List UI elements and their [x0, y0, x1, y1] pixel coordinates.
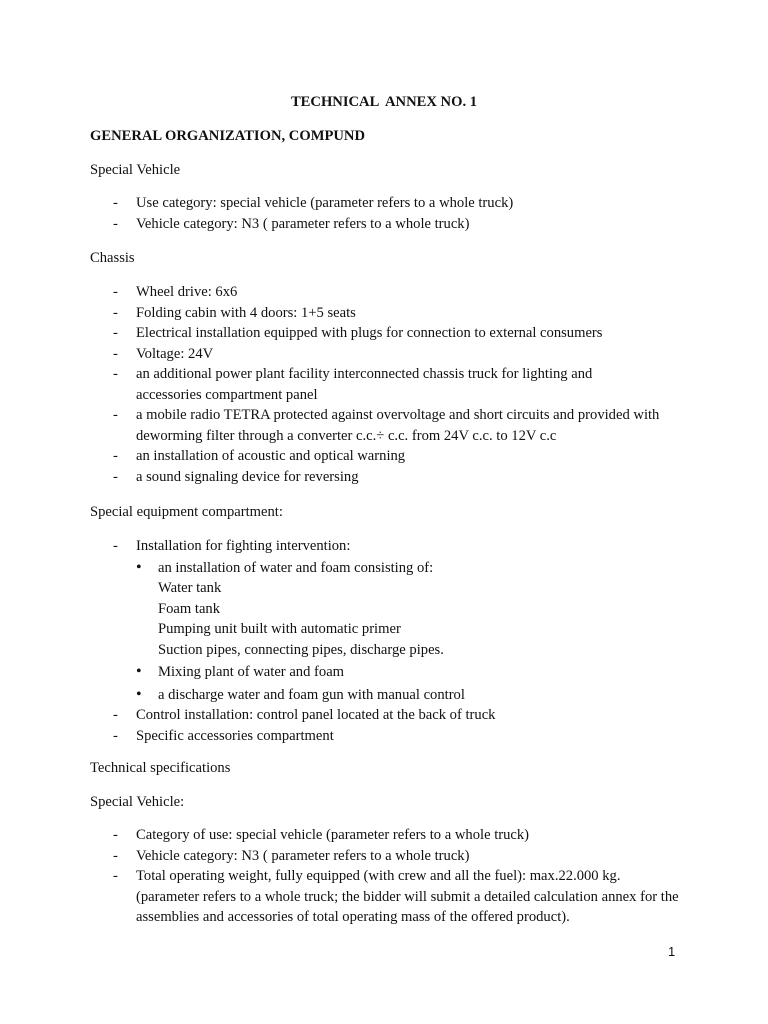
list-item: - a sound signaling device for reversing [0, 467, 696, 488]
list-item: - Vehicle category: N3 ( parameter refers to a whole truck) [0, 214, 696, 235]
fighting-label: Installation for fighting intervention: [136, 538, 351, 554]
chassis-list [0, 282, 696, 487]
list-item: - a mobile radio TETRA protected against overvoltage and short circuits and provided with deworming filter through a converter c.c.÷ c.c. from 24V c.c. to 12V c.c [0, 405, 686, 446]
sub-item: Water tank [158, 580, 222, 596]
equipment-list [0, 536, 696, 746]
special-vehicle2-label: Special Vehicle: [90, 794, 185, 810]
sub-item: Suction pipes, connecting pipes, discharge pipes. [158, 641, 444, 658]
list-item: - Voltage: 24V [0, 344, 696, 365]
list-item: - Folding cabin with 4 doors: 1+5 seats [0, 303, 696, 324]
chassis-label: Chassis [90, 250, 135, 266]
list-item: - an additional power plant facility interconnected chassis truck for lighting and accessories compartment panel [0, 364, 626, 405]
list-item: - Category of use: special vehicle (parameter refers to a whole truck) [0, 825, 696, 846]
list-item: - Specific accessories compartment [0, 726, 696, 747]
fighting-bullets [136, 558, 696, 706]
equipment-label: Special equipment compartment: [90, 504, 283, 520]
bullet-item [136, 558, 696, 661]
special-vehicle-label: Special Vehicle [90, 162, 181, 178]
list-item: - Control installation: control panel located at the back of truck [0, 705, 696, 726]
special-vehicle-list [0, 193, 696, 234]
list-item: - Total operating weight, fully equipped (with crew and all the fuel): max.22.000 kg. (parameter refers to a whole truck; the bidder will submit a detailed calculation annex for the assemblies and accessories of total operating mass of the offered product). [0, 866, 681, 928]
bullet-text: an installation of water and foam consisting of: [158, 559, 434, 576]
list-item: - Wheel drive: 6x6 [0, 282, 696, 303]
bullet-item: • Mixing plant of water and foam [136, 662, 696, 683]
list-item: - an installation of acoustic and optical warning [0, 446, 696, 467]
list-item: - Vehicle category: N3 ( parameter refers to a whole truck) [0, 846, 696, 867]
document-title: TECHNICAL ANNEX NO. 1 [290, 94, 478, 110]
tech-spec-label: Technical specifications [90, 760, 231, 776]
bullet-item: • a discharge water and foam gun with manual control [136, 685, 696, 706]
list-item: - Use category: special vehicle (parameter refers to a whole truck) [0, 193, 696, 214]
list-item [0, 536, 696, 705]
list-item: - Electrical installation equipped with plugs for connection to external consumers [0, 323, 696, 344]
section-heading: GENERAL ORGANIZATION, COMPUND [90, 128, 366, 144]
sub-item: Foam tank [158, 600, 221, 617]
page-number: 1 [668, 944, 676, 959]
special-vehicle2-list [0, 825, 696, 928]
sub-item: Pumping unit built with automatic primer [158, 621, 401, 637]
